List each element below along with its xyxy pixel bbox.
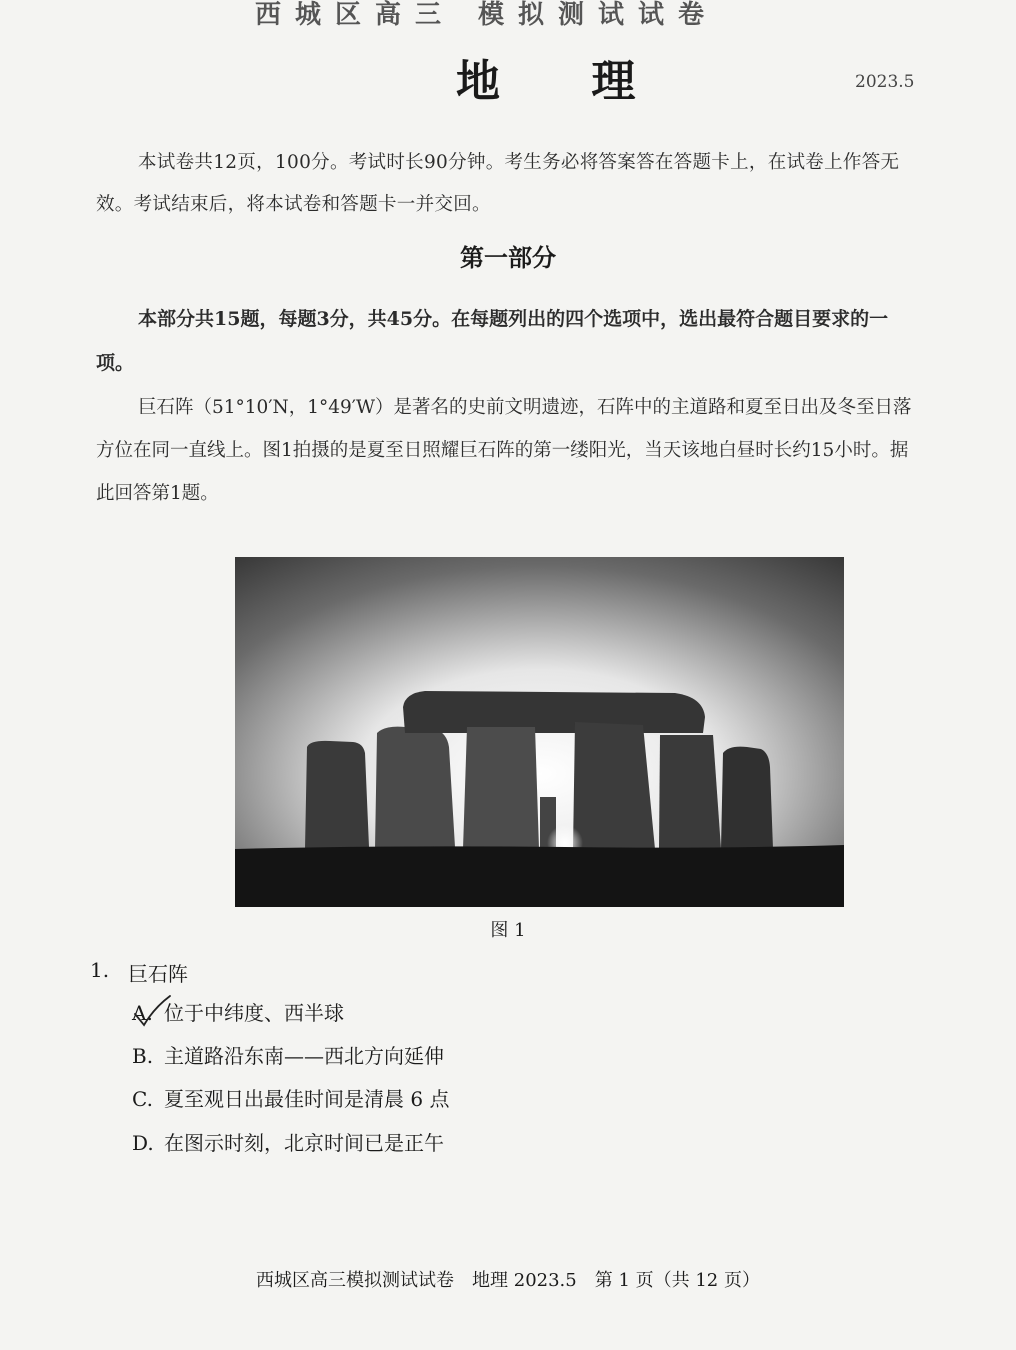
option-letter: D.: [132, 1131, 154, 1155]
option-text: 主道路沿东南——西北方向延伸: [164, 1044, 444, 1068]
exam-instructions: 本试卷共12页，100分。考试时长90分钟。考生务必将答案答在答题卡上，在试卷上作答无效。考试结束后，将本试卷和答题卡一并交回。: [96, 152, 900, 215]
option-letter: C.: [132, 1087, 153, 1111]
option-letter: A.: [132, 1001, 153, 1025]
page-footer: 西城区高三模拟测试试卷 地理 2023.5 第 1 页（共 12 页）: [256, 1270, 760, 1291]
section-title: 第一部分: [460, 243, 556, 272]
option-c: [132, 1083, 449, 1112]
question-passage: 巨石阵（51°10′N，1°49′W）是著名的史前文明遗迹，石阵中的主道路和夏至日出及冬至日落方位在同一直线上。图1拍摄的是夏至日照耀巨石阵的第一缕阳光，当天该地白昼时长约15小时。据此回答第1题。: [96, 397, 912, 504]
figure-caption: 图 1: [490, 920, 526, 941]
subject-title: 地 理: [456, 56, 674, 107]
exam-date: 2023.5: [855, 72, 915, 92]
option-b: [132, 1040, 444, 1069]
option-text: 在图示时刻，北京时间已是正午: [164, 1131, 444, 1155]
question-stem: 巨石阵: [128, 962, 188, 986]
exam-header-text: 西城区高三 模拟测试试卷: [255, 0, 719, 30]
option-text: 位于中纬度、西半球: [164, 1001, 344, 1025]
option-d: [132, 1127, 444, 1156]
handwritten-check-mark: [132, 994, 172, 1028]
option-letter: B.: [132, 1044, 154, 1068]
question-number: 1.: [90, 958, 110, 982]
option-text: 夏至观日出最佳时间是清晨 6 点: [164, 1087, 450, 1111]
ground: [235, 845, 844, 907]
stonehenge-photo: [235, 557, 844, 907]
section-note: 本部分共15题，每题3分，共45分。在每题列出的四个选项中，选出最符合题目要求的一项。: [96, 308, 889, 374]
